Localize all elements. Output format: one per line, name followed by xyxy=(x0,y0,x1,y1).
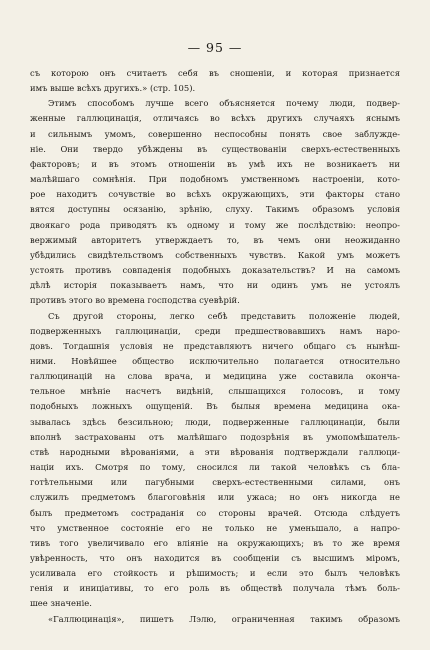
text-line: служилъ предметомъ благоговѣнія или ужаса; но онъ никогда не xyxy=(30,492,400,503)
text-line: вполнѣ застрахованы отъ малѣйшаго подозрѣнія въ умопомѣшатель- xyxy=(30,431,400,442)
text-line: рое находитъ сочувствіе во всѣхъ окружающихъ, эти факторы стано xyxy=(30,189,400,200)
text-line: и сильнымъ умомъ, совершенно неспособны понять свое заблужде- xyxy=(30,128,400,139)
text-line: зывалась здѣсь безсильною; люди, подверженные галлюцинаціи, были xyxy=(30,416,400,427)
text-line: тивъ того увеличивало его вліяніе на окружающихъ; въ то же время xyxy=(30,537,400,548)
text-line: противъ этого во времена господства суевѣрій. xyxy=(30,295,240,306)
text-line: ніе. Они твердо убѣждены въ существованіи сверхъ-естественныхъ xyxy=(30,143,400,154)
text-line: женные галлюцинація, отличаясь во всѣхъ другихъ случаяхъ яснымъ xyxy=(30,113,400,124)
text-line: «Галлюцинація», пишетъ Лэлю, ограниченная такимъ образомъ xyxy=(48,613,400,624)
text-line: Этимъ способомъ лучше всего объясняется почему люди, подвер- xyxy=(48,98,400,109)
text-line: вержимый авторитетъ утверждаетъ то, въ чемъ они неожиданно xyxy=(30,234,400,245)
text-line: былъ предметомъ состраданія со стороны врачей. Отсюда слѣдуетъ xyxy=(30,507,400,518)
text-line: усиливала его стойкость и рѣшимость; и если это былъ человѣкъ xyxy=(30,568,400,579)
text-line: устоять противъ совпаденія подобныхъ доказательствъ? И на самомъ xyxy=(30,265,400,276)
text-line: галлюцинацій на слова врача, и медицина уже составила оконча- xyxy=(30,371,400,382)
text-line: подобныхъ ложныхъ ощущеній. Въ былыя времена медицина ока- xyxy=(30,401,400,412)
body-text xyxy=(30,66,400,627)
paragraph-1 xyxy=(30,66,400,96)
text-line: съ которою онъ считаетъ себя въ сношеніи, и которая признается xyxy=(30,68,400,78)
text-line: подверженныхъ галлюцинаціи, среди предшествовавшихъ намъ наро- xyxy=(30,325,400,336)
text-line: что умственное состояніе его не только не уменьшало, а напро- xyxy=(30,522,400,533)
text-line: готѣтельными или пагубными сверхъ-естественными силами, онъ xyxy=(30,477,400,488)
text-line: факторовъ; и въ этомъ отношеніи въ умѣ ихъ не возникаетъ ни xyxy=(30,158,400,169)
text-line: увѣренность, что онъ находится въ сообщеніи съ высшимъ міромъ, xyxy=(30,553,400,563)
text-line: ствѣ народными вѣрованіями, а эти вѣрованія подтверждали галлюци- xyxy=(30,446,400,457)
text-line: довъ. Тогдашнія условія не представляютъ ничего общаго съ нынѣш- xyxy=(30,340,400,351)
text-line: имъ выше всѣхъ другихъ.» (стр. 105). xyxy=(30,83,196,94)
text-line: Съ другой стороны, легко себѣ представить положеніе людей, xyxy=(48,310,400,321)
text-line: націи ихъ. Смотря по тому, сносился ли такой человѣкъ съ бла- xyxy=(30,462,400,473)
text-line: шее значеніе. xyxy=(30,598,92,609)
paragraph-2 xyxy=(30,96,400,308)
text-line: ними. Новѣйшее общество исключительно полагается относительно xyxy=(30,355,400,366)
paragraph-4 xyxy=(30,612,400,627)
text-line: двоякаго рода приводятъ къ одному и тому же послѣдствію: неопро- xyxy=(30,219,400,230)
text-line: малѣйшаго сомнѣнія. При подобномъ умственномъ настроеніи, кото- xyxy=(30,174,400,185)
text-line: тельное мнѣніе насчетъ видѣній, слышащихся голосовъ, и тому xyxy=(30,386,400,397)
paragraph-3 xyxy=(30,309,400,612)
text-line: убѣдились свидѣтельствомъ собственныхъ чувствъ. Какой умъ можетъ xyxy=(30,249,400,260)
text-line: дѣлѣ исторія показываетъ намъ, что ни одинъ умъ не устоялъ xyxy=(30,280,400,291)
page-number: — 95 — xyxy=(187,40,243,55)
text-line: вятся доступны осязанію, зрѣнію, слуху. Такимъ образомъ условія xyxy=(30,204,400,215)
text-line: генія и иниціативы, то его роль въ обществѣ получала тѣмъ боль- xyxy=(30,583,400,594)
